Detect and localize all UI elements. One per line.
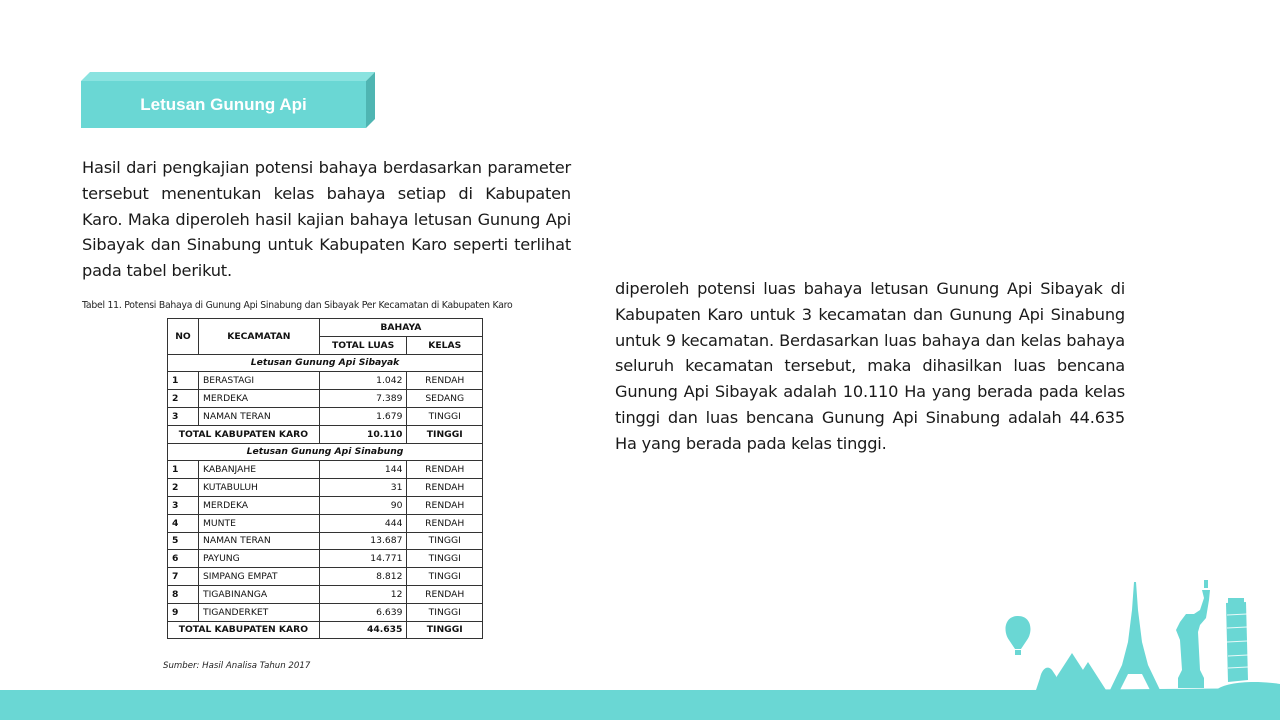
leaning-tower-of-pisa-icon <box>1216 598 1280 690</box>
table-row <box>168 514 483 532</box>
section-title-banner <box>81 72 376 129</box>
header-bahaya: BAHAYA <box>319 319 482 337</box>
table-row <box>168 390 483 408</box>
summary-paragraph: diperoleh potensi luas bahaya letusan Gunung Api Sibayak di Kabupaten Karo untuk 3 kecamatan dan Gunung Api Sinabung untuk 9 kecamatan. Berdasarkan luas bahaya dan kelas bahaya seluruh kecamatan tersebut, maka dihasilkan luas bencana Gunung Api Sibayak adalah 10.110 Ha yang berada pada kelas tinggi dan luas bencana Gunung Api Sinabung adalah 44.635 Ha yang berada pada kelas tinggi. <box>615 279 1125 453</box>
cell-kelas: TINGGI <box>407 407 483 425</box>
total-kelas: TINGGI <box>407 425 483 443</box>
table-row <box>168 532 483 550</box>
hazard-table <box>167 318 483 639</box>
cell-kelas: RENDAH <box>407 496 483 514</box>
table-row <box>168 585 483 603</box>
table-total-row <box>168 425 483 443</box>
table-row <box>168 550 483 568</box>
table-row <box>168 568 483 586</box>
cell-no: 2 <box>168 479 199 497</box>
cell-no: 4 <box>168 514 199 532</box>
cell-kelas: TINGGI <box>407 603 483 621</box>
cell-no: 2 <box>168 390 199 408</box>
landmark-skyline <box>990 570 1280 695</box>
cell-kelas: RENDAH <box>407 372 483 390</box>
table-row <box>168 603 483 621</box>
cell-no: 6 <box>168 550 199 568</box>
header-total-luas: TOTAL LUAS <box>319 336 407 354</box>
hot-air-balloon-icon <box>1006 616 1031 655</box>
cell-kecamatan: KABANJAHE <box>198 461 319 479</box>
cell-total-luas: 31 <box>319 479 407 497</box>
cell-kelas: TINGGI <box>407 550 483 568</box>
total-luas: 44.635 <box>319 621 407 639</box>
table-row <box>168 479 483 497</box>
cell-kecamatan: SIMPANG EMPAT <box>198 568 319 586</box>
cell-no: 1 <box>168 461 199 479</box>
table-total-row <box>168 621 483 639</box>
header-no: NO <box>168 319 199 355</box>
total-label: TOTAL KABUPATEN KARO <box>168 621 320 639</box>
pyramids-icon <box>1048 653 1106 690</box>
eiffel-tower-icon <box>1110 582 1160 690</box>
statue-of-liberty-icon <box>1176 580 1210 688</box>
cell-kelas: RENDAH <box>407 461 483 479</box>
cell-total-luas: 144 <box>319 461 407 479</box>
table-header-row <box>168 319 483 337</box>
cell-total-luas: 1.042 <box>319 372 407 390</box>
section-title: Letusan Gunung Api Sibayak <box>168 354 483 372</box>
cell-no: 7 <box>168 568 199 586</box>
cell-kecamatan: TIGANDERKET <box>198 603 319 621</box>
cell-total-luas: 8.812 <box>319 568 407 586</box>
table-section-row <box>168 354 483 372</box>
cell-total-luas: 7.389 <box>319 390 407 408</box>
cell-kecamatan: TIGABINANGA <box>198 585 319 603</box>
cell-kelas: RENDAH <box>407 479 483 497</box>
cell-no: 5 <box>168 532 199 550</box>
cell-kecamatan: MUNTE <box>198 514 319 532</box>
cell-kelas: TINGGI <box>407 568 483 586</box>
table-source: Sumber: Hasil Analisa Tahun 2017 <box>163 661 311 671</box>
footer-bar <box>0 690 1280 720</box>
cell-no: 9 <box>168 603 199 621</box>
cell-total-luas: 1.679 <box>319 407 407 425</box>
table-row <box>168 461 483 479</box>
cell-kelas: RENDAH <box>407 585 483 603</box>
total-kelas: TINGGI <box>407 621 483 639</box>
cell-kecamatan: NAMAN TERAN <box>198 532 319 550</box>
cell-kecamatan: BERASTAGI <box>198 372 319 390</box>
cell-kelas: RENDAH <box>407 514 483 532</box>
cell-kelas: SEDANG <box>407 390 483 408</box>
header-kecamatan: KECAMATAN <box>198 319 319 355</box>
table-section-row <box>168 443 483 461</box>
table-caption: Tabel 11. Potensi Bahaya di Gunung Api Sinabung dan Sibayak Per Kecamatan di Kabupaten Karo <box>82 300 513 311</box>
cell-total-luas: 13.687 <box>319 532 407 550</box>
total-luas: 10.110 <box>319 425 407 443</box>
intro-paragraph: Hasil dari pengkajian potensi bahaya berdasarkan parameter tersebut menentukan kelas bahaya setiap di Kabupaten Karo. Maka diperoleh hasil kajian bahaya letusan Gunung Api Sibayak dan Sinabung untuk Kabupaten Karo seperti terlihat pada tabel berikut. <box>82 158 571 281</box>
table-body <box>168 354 483 639</box>
cell-no: 8 <box>168 585 199 603</box>
table-row <box>168 496 483 514</box>
cell-total-luas: 6.639 <box>319 603 407 621</box>
section-title: Letusan Gunung Api <box>140 94 307 114</box>
cell-kecamatan: KUTABULUH <box>198 479 319 497</box>
cell-total-luas: 12 <box>319 585 407 603</box>
cell-kecamatan: NAMAN TERAN <box>198 407 319 425</box>
cell-total-luas: 90 <box>319 496 407 514</box>
cell-total-luas: 14.771 <box>319 550 407 568</box>
cell-kecamatan: PAYUNG <box>198 550 319 568</box>
cell-no: 3 <box>168 407 199 425</box>
cell-no: 1 <box>168 372 199 390</box>
cell-no: 3 <box>168 496 199 514</box>
cell-kecamatan: MERDEKA <box>198 390 319 408</box>
total-label: TOTAL KABUPATEN KARO <box>168 425 320 443</box>
cell-kelas: TINGGI <box>407 532 483 550</box>
section-title: Letusan Gunung Api Sinabung <box>168 443 483 461</box>
table-row <box>168 407 483 425</box>
cell-total-luas: 444 <box>319 514 407 532</box>
table-row <box>168 372 483 390</box>
header-kelas: KELAS <box>407 336 483 354</box>
cell-kecamatan: MERDEKA <box>198 496 319 514</box>
